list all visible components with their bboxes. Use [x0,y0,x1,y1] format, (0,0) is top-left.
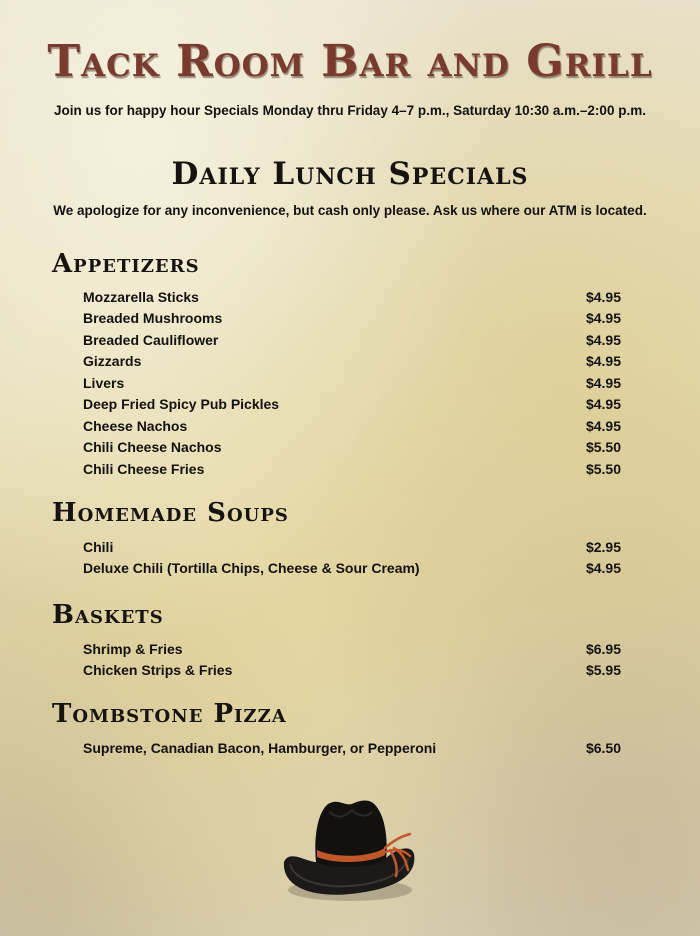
menu-item [83,308,621,330]
section-title-baskets: Baskets [52,600,164,630]
item-name: Livers [83,374,125,391]
menu-item [83,351,621,373]
item-price: $4.95 [585,560,621,577]
item-name: Chili Cheese Fries [83,460,205,477]
item-price: $2.95 [585,538,621,555]
menu-item [83,329,621,351]
item-name: Gizzards [83,353,142,370]
menu-item [83,458,621,480]
item-name: Cheese Nachos [83,417,188,434]
happy-hour-text: Join us for happy hour Specials Monday thru Friday 4–7 p.m., Saturday 10:30 a.m.–2:00 p.m. [54,103,646,118]
menu-item [83,286,621,308]
menu-item [83,536,621,558]
soups-list [83,536,621,579]
item-price: $5.50 [585,460,621,477]
item-price: $4.95 [585,374,621,391]
item-name: Chili Cheese Nachos [83,439,222,456]
menu-item [83,558,621,580]
item-price: $6.50 [585,739,621,756]
item-price: $4.95 [585,288,621,305]
item-price: $4.95 [585,417,621,434]
menu-item [83,737,621,759]
section-title-appetizers: Appetizers [52,249,200,279]
section-title-soups: Homemade Soups [52,498,289,528]
menu-item [83,372,621,394]
item-name: Shrimp & Fries [83,640,183,657]
item-price: $4.95 [585,353,621,370]
item-name: Supreme, Canadian Bacon, Hamburger, or Pepperoni [83,739,437,756]
item-price: $6.95 [585,640,621,657]
pizza-list [83,737,621,759]
cash-only-notice: We apologize for any inconvenience, but cash only please. Ask us where our ATM is located. [53,203,647,218]
item-name: Deluxe Chili (Tortilla Chips, Cheese & Sour Cream) [83,560,420,577]
item-name: Chicken Strips & Fries [83,662,233,679]
section-title-pizza: Tombstone Pizza [52,699,287,729]
item-price: $4.95 [585,310,621,327]
cowboy-hat-icon [272,790,432,910]
lunch-specials-title: Daily Lunch Specials [171,156,529,192]
item-price: $5.95 [585,662,621,679]
item-name: Mozzarella Sticks [83,288,199,305]
item-name: Breaded Mushrooms [83,310,223,327]
menu-item [83,660,621,682]
item-price: $4.95 [585,396,621,413]
restaurant-title: Tack Room Bar and Grill [47,36,653,87]
item-price: $4.95 [585,331,621,348]
item-name: Deep Fried Spicy Pub Pickles [83,396,280,413]
baskets-list [83,638,621,681]
item-name: Breaded Cauliflower [83,331,219,348]
appetizers-list [83,286,621,480]
menu-item [83,437,621,459]
menu-item [83,415,621,437]
menu-item [83,638,621,660]
menu-item [83,394,621,416]
item-name: Chili [83,538,114,555]
item-price: $5.50 [585,439,621,456]
